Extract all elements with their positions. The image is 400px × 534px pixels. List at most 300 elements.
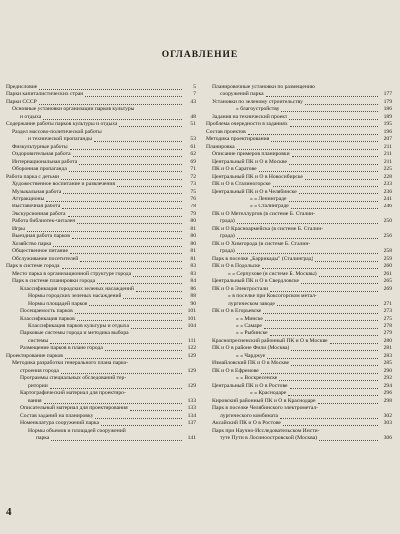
toc-entry xyxy=(6,278,196,285)
toc-column-left xyxy=(6,84,196,443)
toc-entry xyxy=(206,114,392,121)
toc-entry xyxy=(6,181,196,188)
dot-leader xyxy=(261,373,378,374)
toc-entry xyxy=(6,263,196,270)
toc-entry-page: 101 xyxy=(187,315,196,322)
toc-entry-text: Парк в поселке Челябинского электрометал- xyxy=(212,405,319,412)
dot-leader xyxy=(50,343,182,344)
toc-entry-page: 260 xyxy=(383,263,392,270)
toc-entry xyxy=(6,204,196,211)
toc-entry xyxy=(6,174,196,181)
toc-entry xyxy=(206,338,392,345)
dot-leader xyxy=(289,201,378,202)
dot-leader xyxy=(292,156,378,157)
toc-entry-text: Содержание работы парков культуры и отдыха xyxy=(6,121,118,128)
toc-entry xyxy=(6,226,196,233)
toc-entry xyxy=(206,390,392,397)
dot-leader xyxy=(288,395,378,396)
toc-entry-page: 133 xyxy=(187,397,196,404)
toc-entry xyxy=(6,248,196,255)
toc-entry xyxy=(6,353,196,360)
toc-entry-page: 86 xyxy=(190,285,196,292)
toc-entry-text: ПК и О в Егорьевске xyxy=(212,308,262,315)
toc-entry xyxy=(206,218,392,225)
toc-entry xyxy=(6,428,196,435)
toc-entry xyxy=(6,293,196,300)
toc-entry-text: Работа библиотек-читален xyxy=(12,218,76,225)
toc-entry xyxy=(206,144,392,151)
toc-entry xyxy=(206,383,392,390)
dot-leader xyxy=(330,343,378,344)
dot-leader xyxy=(27,231,182,232)
page-number: 4 xyxy=(6,506,12,518)
toc-entry-page: 62 xyxy=(190,151,196,158)
toc-entry xyxy=(6,114,196,121)
dot-leader xyxy=(237,149,378,150)
toc-entry-page: 298 xyxy=(383,397,392,404)
toc-entry-text: ПК и О Метеллургов (в системе Б. Сталин- xyxy=(212,210,316,217)
dot-leader xyxy=(291,208,378,209)
toc-entry-page: 81 xyxy=(190,255,196,262)
toc-entry-text: Аксайский ПК и О в Ростове xyxy=(212,420,281,427)
toc-entry-text: Парк в системе планировки города xyxy=(12,278,96,285)
toc-entry-text: Установки по зеленому строительству xyxy=(212,98,303,105)
dot-leader xyxy=(53,246,182,247)
toc-entry xyxy=(206,345,392,352)
dot-leader xyxy=(291,365,378,366)
toc-entry xyxy=(206,301,392,308)
dot-leader xyxy=(119,126,182,127)
dot-leader xyxy=(319,440,378,441)
toc-entry-page: 134 xyxy=(187,412,196,419)
toc-entry xyxy=(6,256,196,263)
dot-leader xyxy=(70,253,182,254)
toc-entry-page: 101 xyxy=(187,308,196,315)
dot-leader xyxy=(265,320,378,321)
toc-entry-text: » » Минске xyxy=(236,315,263,322)
dot-leader xyxy=(105,350,182,351)
toc-entry xyxy=(206,308,392,315)
dot-leader xyxy=(237,253,378,254)
toc-entry xyxy=(206,435,392,442)
toc-entry-text: лургического комбината xyxy=(220,412,279,419)
toc-entry-text: Классификация парков культуры и отдыха xyxy=(28,323,129,329)
dot-leader xyxy=(301,283,378,284)
toc-entry xyxy=(206,84,392,91)
toc-entry-text: Экскурсионная работа xyxy=(12,210,66,217)
toc-entry-text: Парки СССР xyxy=(6,98,37,105)
toc-entry xyxy=(206,233,392,240)
toc-entry xyxy=(206,256,392,263)
dot-leader xyxy=(315,261,378,262)
toc-entry-page: 265 xyxy=(383,278,392,285)
toc-entry-text: Обслуживание посетителей xyxy=(12,255,79,262)
toc-entry xyxy=(206,420,392,427)
toc-entry-page: 129 xyxy=(187,382,196,389)
toc-entry xyxy=(206,241,392,248)
toc-entry-page: 48 xyxy=(190,113,196,120)
toc-entry xyxy=(206,121,392,128)
toc-entry-text: Классификация городских зеленых насаждений xyxy=(20,285,134,292)
toc-entry-text: » » Серпухове (в системе Б. Москвы) xyxy=(228,270,317,277)
toc-entry-text: града) xyxy=(220,248,235,255)
toc-entry xyxy=(206,428,392,435)
toc-entry-page: 189 xyxy=(383,113,392,120)
toc-entry xyxy=(206,106,392,113)
toc-entry-page: 211 xyxy=(383,151,392,158)
toc-entry-text: вания xyxy=(28,397,42,404)
toc-entry-page: 271 xyxy=(383,300,392,307)
dot-leader xyxy=(283,425,378,426)
toc-entry xyxy=(206,211,392,218)
toc-entry-text: Проблема очередности в заданиях xyxy=(206,121,288,128)
toc-entry-text: Описательный материал для проектирования xyxy=(20,405,128,412)
dot-leader xyxy=(77,320,182,321)
dot-leader xyxy=(289,119,378,120)
dot-leader xyxy=(319,276,378,277)
toc-entry xyxy=(6,196,196,203)
toc-entry xyxy=(206,323,392,330)
toc-entry-page: 51 xyxy=(190,121,196,128)
toc-entry xyxy=(206,181,392,188)
toc-entry xyxy=(206,196,392,203)
dot-leader xyxy=(94,141,182,142)
toc-entry-page: 258 xyxy=(383,248,392,255)
dot-leader xyxy=(237,238,378,239)
toc-entry xyxy=(6,338,196,345)
dot-leader xyxy=(61,179,182,180)
toc-entry-text: строения города xyxy=(20,367,59,374)
toc-entry-text: града) xyxy=(220,233,235,240)
toc-entry-text: Общественное питание xyxy=(12,248,69,255)
toc-entry-text: Интернациональная работа xyxy=(12,158,78,165)
toc-entry xyxy=(206,204,392,211)
toc-entry-page: 61 xyxy=(190,143,196,150)
toc-entry-page: 294 xyxy=(383,382,392,389)
toc-entry-text: Место парка в организационной структуре города xyxy=(12,270,132,277)
toc-entry-page: 81 xyxy=(190,225,196,232)
toc-entry-text: Картографический материал для проектиро- xyxy=(20,390,126,397)
toc-entry-page: 275 xyxy=(383,315,392,322)
dot-leader xyxy=(95,418,182,419)
toc-entry-page: 177 xyxy=(383,91,392,98)
toc-entry-page: 80 xyxy=(190,233,196,240)
toc-entry-text: Нормы площадей парков xyxy=(28,300,88,307)
toc-entry-text: Планировка xyxy=(206,143,235,150)
toc-entry-text: системы xyxy=(28,337,49,344)
toc-entry-text: града) xyxy=(220,218,235,225)
dot-leader xyxy=(267,358,378,359)
toc-entry-text: Классификация парков xyxy=(20,315,75,322)
toc-entry-text: Нормы объемов и площадей сооружений xyxy=(28,427,126,434)
toc-entry-page: 133 xyxy=(187,405,196,412)
toc-entry-text: Физкультурные работы xyxy=(12,143,68,150)
dot-leader xyxy=(97,283,182,284)
toc-entry xyxy=(6,106,196,113)
toc-entry xyxy=(206,286,392,293)
toc-entry-page: 302 xyxy=(383,412,392,419)
toc-entry-text: ритории xyxy=(28,382,48,389)
dot-leader xyxy=(65,358,182,359)
toc-entry-text: » » Сталинграде xyxy=(250,203,289,210)
toc-entry-text: » » Чарджуе xyxy=(236,352,266,359)
toc-entry xyxy=(206,271,392,278)
dot-leader xyxy=(273,186,378,187)
toc-entry xyxy=(6,360,196,367)
dot-leader xyxy=(130,410,182,411)
toc-list-left xyxy=(6,84,196,443)
dot-leader xyxy=(117,186,182,187)
toc-entry-text: Размещение парков в плане города xyxy=(20,345,103,352)
toc-entry-page: 83 xyxy=(190,263,196,270)
toc-entry-text: » » Рыбинске xyxy=(236,330,268,337)
toc-entry-page: 236 xyxy=(383,188,392,195)
dot-leader xyxy=(264,328,378,329)
toc-entry-text: и отдыха xyxy=(20,113,42,120)
toc-entry-text: ПК и О Химгорода (в системе Б. Сталин- xyxy=(212,240,311,247)
dot-leader xyxy=(123,298,182,299)
toc-entry xyxy=(206,136,392,143)
toc-entry xyxy=(6,159,196,166)
toc-entry-text: Проектирование парков xyxy=(6,352,63,359)
toc-entry xyxy=(6,144,196,151)
toc-entry-text: Программы специальных обследований тер- xyxy=(20,375,127,382)
toc-entry-page: 241 xyxy=(383,196,392,203)
toc-entry-page: 53 xyxy=(190,136,196,143)
toc-entry-text: Основные установки организации парков культуры xyxy=(12,106,135,113)
toc-entry xyxy=(206,398,392,405)
toc-entry xyxy=(6,241,196,248)
toc-entry-page: 195 xyxy=(383,121,392,128)
toc-entry-text: туте Пути в Лосиноостровской (Москва) xyxy=(220,435,318,442)
dot-leader xyxy=(85,96,182,97)
dot-leader xyxy=(259,171,378,172)
toc-entry xyxy=(6,91,196,98)
dot-leader xyxy=(70,149,182,150)
toc-column-right xyxy=(206,84,392,443)
dot-leader xyxy=(73,156,182,157)
toc-entry-page: 90 xyxy=(190,300,196,307)
toc-entry xyxy=(6,99,196,106)
toc-entry xyxy=(6,271,196,278)
dot-leader xyxy=(79,164,182,165)
toc-entry-text: Аттракционы xyxy=(12,196,45,203)
dot-leader xyxy=(69,171,182,172)
dot-leader xyxy=(271,141,378,142)
dot-leader xyxy=(62,208,182,209)
toc-entry-text: ПК и О в Сталиногорске xyxy=(212,181,271,188)
toc-entry xyxy=(206,151,392,158)
toc-entry-text: Хозяйство парка xyxy=(12,240,52,247)
toc-entry-text: Описание примеров планировки xyxy=(212,151,290,158)
toc-entry-page: 137 xyxy=(187,420,196,427)
toc-entry xyxy=(206,293,392,300)
toc-entry xyxy=(206,91,392,98)
dot-leader xyxy=(290,388,378,389)
toc-entry-text: » благоустройству xyxy=(236,106,280,113)
toc-entry-page: 122 xyxy=(187,345,196,352)
toc-entry-page: 78 xyxy=(190,203,196,210)
toc-entry-page: 76 xyxy=(190,196,196,203)
dot-leader xyxy=(318,403,379,404)
toc-entry-text: » » Воскресенске xyxy=(236,375,278,382)
toc-entry-page: 246 xyxy=(383,203,392,210)
toc-entry xyxy=(206,263,392,270)
dot-leader xyxy=(262,268,378,269)
toc-entry xyxy=(206,360,392,367)
dot-leader xyxy=(305,104,378,105)
toc-entry xyxy=(6,383,196,390)
toc-entry-page: 211 xyxy=(383,143,392,150)
toc-entry xyxy=(6,211,196,218)
toc-entry xyxy=(6,316,196,323)
toc-entry xyxy=(206,413,392,420)
dot-leader xyxy=(281,111,378,112)
toc-entry-text: Номенклатура сооружений парка xyxy=(20,420,100,427)
toc-entry-page: 292 xyxy=(383,375,392,382)
toc-entry-text: ПК и О в Саратове xyxy=(212,166,257,173)
toc-entry-page: 73 xyxy=(190,181,196,188)
dot-leader xyxy=(263,313,378,314)
toc-entry-page: 71 xyxy=(190,166,196,173)
toc-entry-page: 233 xyxy=(383,181,392,188)
dot-leader xyxy=(72,238,182,239)
toc-entry xyxy=(6,136,196,143)
toc-entry-text: Парковые системы города и методика выбора xyxy=(20,330,129,337)
dot-leader xyxy=(299,193,378,194)
dot-leader xyxy=(63,193,182,194)
dot-leader xyxy=(289,164,378,165)
toc-title: ОГЛАВЛЕНИЕ xyxy=(161,50,239,60)
toc-entry xyxy=(206,129,392,136)
toc-entry-page: 296 xyxy=(383,390,392,397)
toc-entry xyxy=(6,330,196,337)
toc-entry-text: ПК и О в Ефремове xyxy=(212,367,259,374)
toc-entry-text: Методика разработки генерального плана парко- xyxy=(12,360,129,367)
toc-entry xyxy=(6,129,196,136)
dot-leader xyxy=(290,126,378,127)
toc-entry-page: 211 xyxy=(383,158,392,165)
toc-entry-text: Центральный ПК и О в Новосибирске xyxy=(212,173,303,180)
toc-entry-page: 83 xyxy=(190,270,196,277)
toc-entry-text: Работа парка с детьми xyxy=(6,173,60,180)
toc-entry-page: 141 xyxy=(187,435,196,442)
toc-entry xyxy=(6,84,196,91)
toc-entry-text: Задания на технический проект xyxy=(212,113,288,120)
toc-entry xyxy=(6,398,196,405)
toc-entry-text: Выставочная работа xyxy=(12,203,61,210)
toc-entry-text: » » Самаре xyxy=(236,323,262,329)
toc-entry xyxy=(206,330,392,337)
toc-entry-page: 281 xyxy=(383,345,392,352)
dot-leader xyxy=(305,179,378,180)
toc-entry-page: 273 xyxy=(383,308,392,315)
toc-entry-text: Художественное воспитание и развлечения xyxy=(12,181,115,188)
toc-entry-text: Центральный ПК и О в Москве xyxy=(212,158,287,165)
toc-entry-text: Измайловский ПК и О в Москве xyxy=(212,360,290,367)
toc-entry-text: ПК и О Красноармейска (в системе Б. Сталин- xyxy=(212,225,324,232)
toc-entry-page: 306 xyxy=(383,435,392,442)
toc-entry xyxy=(6,301,196,308)
toc-entry-page: 80 xyxy=(190,218,196,225)
toc-entry xyxy=(206,405,392,412)
toc-entry xyxy=(206,316,392,323)
toc-entry xyxy=(6,368,196,375)
toc-entry xyxy=(6,286,196,293)
toc-entry-page: 290 xyxy=(383,367,392,374)
dot-leader xyxy=(101,425,182,426)
dot-leader xyxy=(136,291,182,292)
toc-entry-text: Парк при Научно-Исследовательском Инсти- xyxy=(212,427,320,434)
toc-entry-page: 43 xyxy=(190,98,196,105)
toc-entry-page: 285 xyxy=(383,360,392,367)
toc-entry-page: 280 xyxy=(383,337,392,344)
toc-entry-text: Планировочные установки по размещению xyxy=(212,84,315,90)
toc-entry-text: Нормы городских зеленых насаждений xyxy=(28,293,122,300)
toc-entry-text: Центральный ПК и О в Ростове xyxy=(212,382,288,389)
toc-entry xyxy=(206,226,392,233)
toc-entry-text: Кировский районный ПК и О в Краснодаре xyxy=(212,397,316,404)
dot-leader xyxy=(62,268,183,269)
toc-entry-text: Оборонная пропаганда xyxy=(12,166,67,173)
toc-entry-page: 179 xyxy=(383,98,392,105)
dot-leader xyxy=(131,328,182,329)
toc-entry-text: Посещаемость парков xyxy=(20,308,73,315)
dot-leader xyxy=(43,119,182,120)
toc-entry-page: 79 xyxy=(190,210,196,217)
toc-entry-page: 84 xyxy=(190,278,196,285)
toc-entry-text: ПК и О в Подольске xyxy=(212,263,261,270)
toc-entry xyxy=(6,218,196,225)
toc-entry xyxy=(6,390,196,397)
dot-leader xyxy=(277,305,378,306)
dot-leader xyxy=(248,134,378,135)
dot-leader xyxy=(44,403,182,404)
dot-leader xyxy=(291,350,378,351)
toc-entry-page: 81 xyxy=(190,248,196,255)
dot-leader xyxy=(133,276,182,277)
dot-leader xyxy=(51,440,182,441)
toc-entry xyxy=(6,166,196,173)
toc-entry-text: и технической пропаганды xyxy=(28,136,93,143)
toc-entry-page: 7 xyxy=(193,91,196,98)
toc-entry-page: 104 xyxy=(187,323,196,329)
toc-entry-page: 225 xyxy=(383,166,392,173)
toc-entry-text: Оздоровительная работа xyxy=(12,151,71,158)
toc-entry xyxy=(6,308,196,315)
toc-entry-page: 250 xyxy=(383,218,392,225)
toc-entry-text: Центральный ПК и О в Свердловске xyxy=(212,278,300,285)
toc-entry xyxy=(206,159,392,166)
dot-leader xyxy=(237,223,378,224)
toc-entry-page: 303 xyxy=(383,420,392,427)
toc-entry-text: Краснопресненский районный ПК и О в Москве xyxy=(212,337,328,344)
toc-entry xyxy=(6,323,196,330)
dot-leader xyxy=(61,373,182,374)
dot-leader xyxy=(266,96,378,97)
toc-entry-text: Раздел массово-политической работы xyxy=(12,128,102,135)
dot-leader xyxy=(89,305,182,306)
dot-leader xyxy=(75,313,182,314)
toc-entry-page: 279 xyxy=(383,330,392,337)
toc-entry-page: 228 xyxy=(383,173,392,180)
toc-entry xyxy=(6,189,196,196)
toc-entry-text: Парки капиталистических стран xyxy=(6,91,84,98)
toc-entry-page: 259 xyxy=(383,255,392,262)
dot-leader xyxy=(39,104,182,105)
toc-entry-text: » » Ленинграде xyxy=(250,196,287,203)
toc-entry-text: Игры xyxy=(12,225,25,232)
